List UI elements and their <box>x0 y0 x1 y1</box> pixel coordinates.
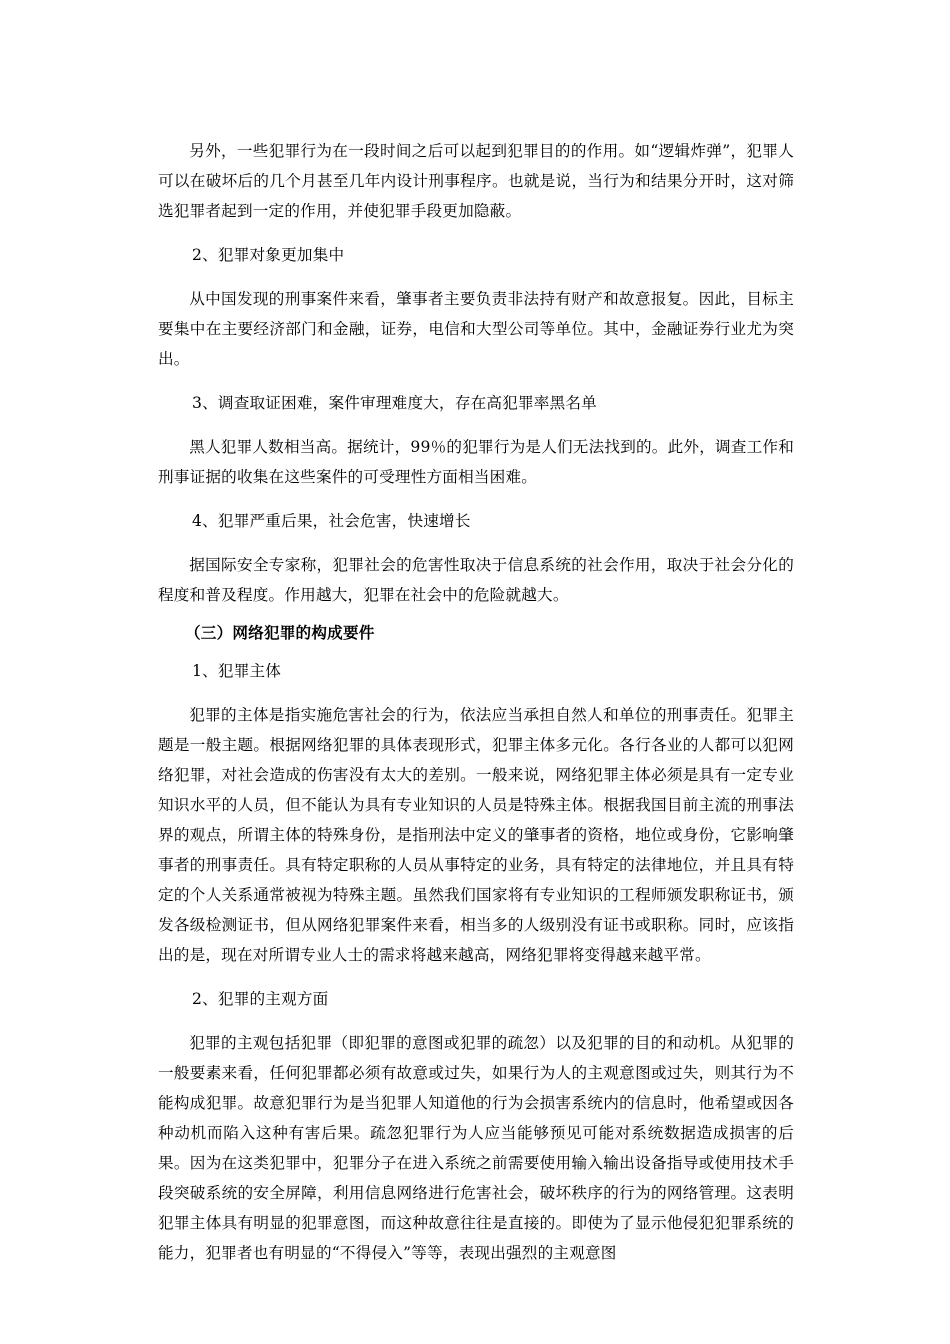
heading-subjective-aspect: 2、犯罪的主观方面 <box>192 990 329 1008</box>
paragraph-serious-consequences: 据国际安全专家称，犯罪社会的危害性取决于信息系统的社会作用，取决于社会分化的程度和普及程度。作用越大，犯罪在社会中的危险就越大。 <box>158 556 794 604</box>
paragraph-crime-subject: 犯罪的主体是指实施危害社会的行为，依法应当承担自然人和单位的刑事责任。犯罪主题是一般主题。根据网络犯罪的具体表现形式，犯罪主体多元化。各行各业的人都可以犯网络犯罪，对社会造成的伤害没有太大的差别。一般来说，网络犯罪主体必须是具有一定专业知识水平的人员，但不能认为具有专业知识的人员是特殊主体。根据我国目前主流的刑事法界的观点，所谓主体的特殊身份，是指刑法中定义的肇事者的资格，地位或身份，它影响肇事者的刑事责任。具有特定职称的人员从事特定的业务，具有特定的法律地位，并且具有特定的个人关系通常被视为特殊主题。虽然我们国家将有专业知识的工程师颁发职称证书，颁发各级检测证书，但从网络犯罪案件来看，相当多的人级别没有证书或职称。同时，应该指出的是，现在对所谓专业人士的需求将越来越高，网络犯罪将变得越来越平常。 <box>158 706 794 964</box>
heading-investigation-difficulty: 3、调查取证困难，案件审理难度大，存在高犯罪率黑名单 <box>192 394 597 412</box>
section-heading-elements: （三）网络犯罪的构成要件 <box>185 623 375 642</box>
paragraph-investigation-difficulty: 黑人犯罪人数相当高。据统计，99％的犯罪行为是人们无法找到的。此外，调查工作和刑事证据的收集在这些案件的可受理性方面相当困难。 <box>158 438 794 486</box>
paragraph-crime-target: 从中国发现的刑事案件来看，肇事者主要负责非法持有财产和故意报复。因此，目标主要集中在主要经济部门和金融，证券，电信和大型公司等单位。其中，金融证券行业尤为突出。 <box>158 290 794 368</box>
document-body <box>158 136 794 1268</box>
paragraph-delayed-effect: 另外，一些犯罪行为在一段时间之后可以起到犯罪目的的作用。如“逻辑炸弹”，犯罪人可以在破坏后的几个月甚至几年内设计刑事程序。也就是说，当行为和结果分开时，这对筛选犯罪者起到一定的作用，并使犯罪手段更加隐蔽。 <box>158 142 794 220</box>
heading-serious-consequences: 4、犯罪严重后果，社会危害，快速增长 <box>192 512 471 530</box>
paragraph-subjective-aspect: 犯罪的主观包括犯罪（即犯罪的意图或犯罪的疏忽）以及犯罪的目的和动机。从犯罪的一般要素来看，任何犯罪都必须有故意或过失，如果行为人的主观意图或过失，则其行为不能构成犯罪。故意犯罪行为是当犯罪人知道他的行为会损害系统内的信息时，他希望或因各种动机而陷入这种有害后果。疏忽犯罪行为人应当能够预见可能对系统数据造成损害的后果。因为在这类犯罪中，犯罪分子在进入系统之前需要使用输入输出设备指导或使用技术手段突破系统的安全屏障，利用信息网络进行危害社会，破坏秩序的行为的网络管理。这表明犯罪主体具有明显的犯罪意图，而这种故意往往是直接的。即使为了显示他侵犯犯罪系统的能力，犯罪者也有明显的“不得侵入”等等，表现出强烈的主观意图 <box>158 1034 794 1262</box>
heading-crime-subject: 1、犯罪主体 <box>192 662 282 680</box>
heading-crime-target: 2、犯罪对象更加集中 <box>192 246 345 264</box>
